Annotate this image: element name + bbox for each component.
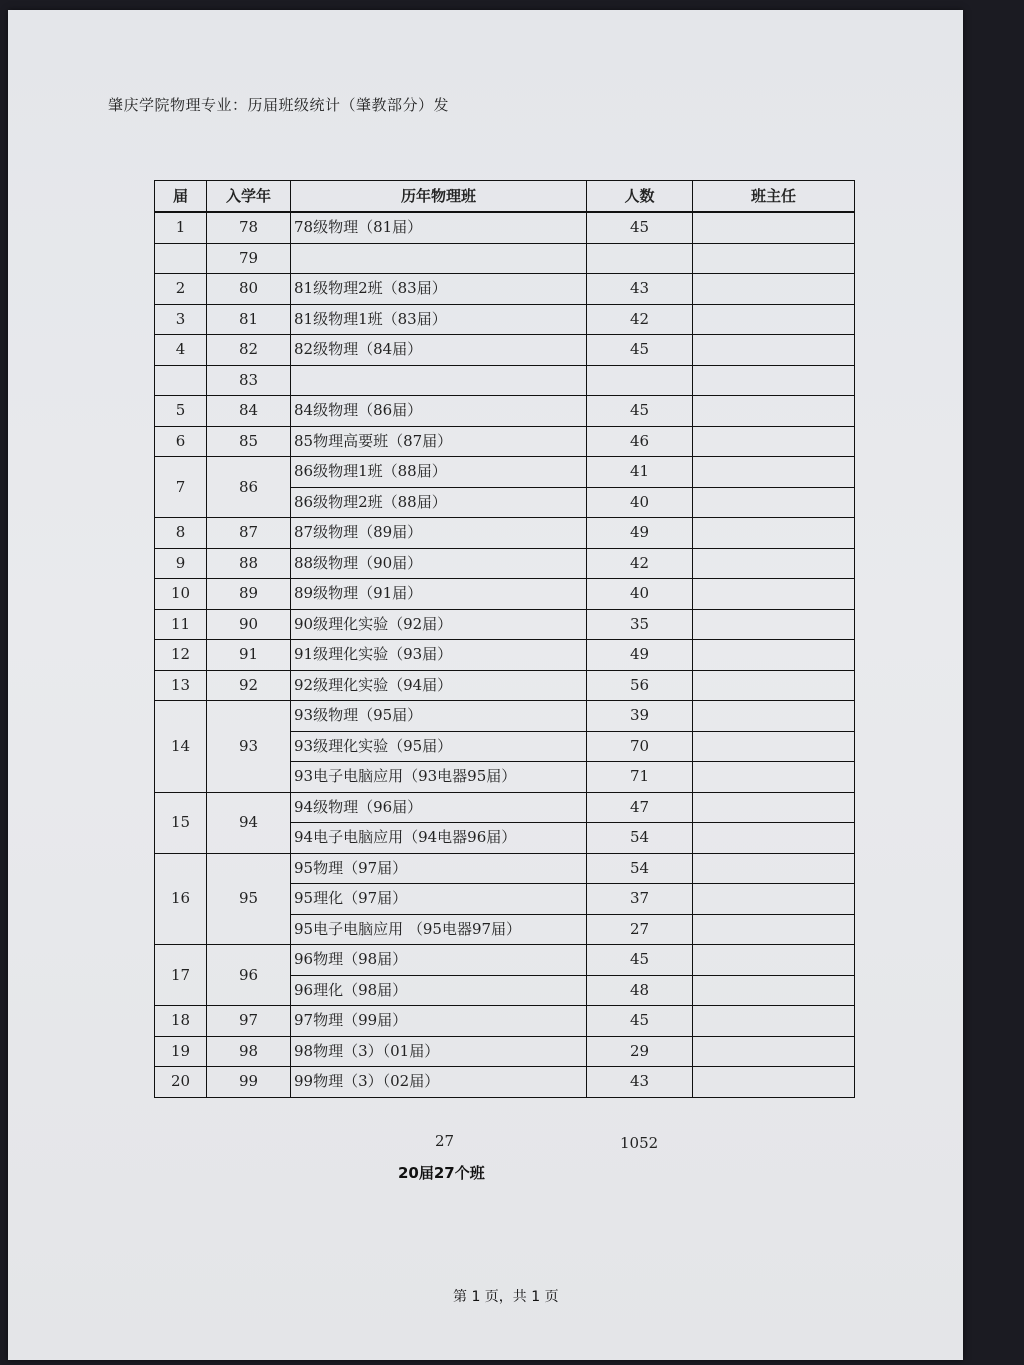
cell-enroll-year: 83 — [207, 365, 291, 396]
cell-enroll-year: 82 — [207, 335, 291, 366]
cell-student-count: 47 — [587, 792, 693, 823]
table-row — [155, 1067, 855, 1098]
cell-class-name: 86级物理2班（88届） — [291, 487, 587, 518]
cell-head-teacher — [693, 548, 855, 579]
cell-head-teacher — [693, 1036, 855, 1067]
cell-student-count: 42 — [587, 548, 693, 579]
table-row — [155, 243, 855, 274]
cell-enroll-year: 96 — [207, 945, 291, 1006]
cell-jie: 18 — [155, 1006, 207, 1037]
table-body — [155, 212, 855, 1097]
cell-jie: 9 — [155, 548, 207, 579]
cell-student-count: 27 — [587, 914, 693, 945]
cell-enroll-year: 98 — [207, 1036, 291, 1067]
table-row — [155, 579, 855, 610]
cell-student-count: 45 — [587, 1006, 693, 1037]
cell-class-name: 95物理（97届） — [291, 853, 587, 884]
cell-head-teacher — [693, 670, 855, 701]
cell-class-name — [291, 243, 587, 274]
cell-jie: 12 — [155, 640, 207, 671]
cell-enroll-year: 86 — [207, 457, 291, 518]
cell-student-count: 40 — [587, 579, 693, 610]
cell-enroll-year: 95 — [207, 853, 291, 945]
class-statistics-table — [154, 180, 855, 1098]
cell-class-name: 86级物理1班（88届） — [291, 457, 587, 488]
cell-head-teacher — [693, 457, 855, 488]
cell-student-count — [587, 243, 693, 274]
cell-class-name — [291, 365, 587, 396]
total-students: 1052 — [620, 1134, 659, 1152]
cell-class-name: 89级物理（91届） — [291, 579, 587, 610]
cell-student-count: 45 — [587, 335, 693, 366]
cell-class-name: 81级物理2班（83届） — [291, 274, 587, 305]
document-page — [8, 10, 963, 1360]
table-row — [155, 274, 855, 305]
cell-jie: 19 — [155, 1036, 207, 1067]
cell-student-count — [587, 365, 693, 396]
page-footer: 第 1 页，共 1 页 — [453, 1289, 559, 1305]
table-row — [155, 1036, 855, 1067]
cell-class-name: 84级物理（86届） — [291, 396, 587, 427]
column-header-jie: 届 — [155, 181, 207, 213]
cell-student-count: 56 — [587, 670, 693, 701]
cell-head-teacher — [693, 792, 855, 823]
cell-enroll-year: 89 — [207, 579, 291, 610]
cell-jie: 17 — [155, 945, 207, 1006]
cell-head-teacher — [693, 762, 855, 793]
cell-student-count: 49 — [587, 518, 693, 549]
cell-enroll-year: 92 — [207, 670, 291, 701]
cell-student-count: 70 — [587, 731, 693, 762]
cell-enroll-year: 81 — [207, 304, 291, 335]
table-row — [155, 1006, 855, 1037]
cell-jie: 13 — [155, 670, 207, 701]
cell-jie: 16 — [155, 853, 207, 945]
cell-head-teacher — [693, 975, 855, 1006]
cell-class-name: 92级理化实验（94届） — [291, 670, 587, 701]
cell-student-count: 37 — [587, 884, 693, 915]
table-row — [155, 670, 855, 701]
cell-class-name: 99物理（3）（02届） — [291, 1067, 587, 1098]
cell-class-name: 96理化（98届） — [291, 975, 587, 1006]
cell-enroll-year: 79 — [207, 243, 291, 274]
cell-head-teacher — [693, 823, 855, 854]
cell-enroll-year: 91 — [207, 640, 291, 671]
cell-head-teacher — [693, 335, 855, 366]
table-row — [155, 304, 855, 335]
cell-head-teacher — [693, 701, 855, 732]
summary-text: 20届27个班 — [398, 1164, 485, 1182]
cell-class-name: 93电子电脑应用（93电器95届） — [291, 762, 587, 793]
cell-enroll-year: 93 — [207, 701, 291, 793]
table-row — [155, 365, 855, 396]
cell-class-name: 91级理化实验（93届） — [291, 640, 587, 671]
cell-head-teacher — [693, 243, 855, 274]
cell-jie: 6 — [155, 426, 207, 457]
table-header-row — [155, 181, 855, 213]
cell-head-teacher — [693, 1006, 855, 1037]
cell-class-name: 81级物理1班（83届） — [291, 304, 587, 335]
table-row — [155, 701, 855, 732]
cell-student-count: 48 — [587, 975, 693, 1006]
cell-student-count: 45 — [587, 212, 693, 243]
cell-enroll-year: 94 — [207, 792, 291, 853]
cell-class-name: 94电子电脑应用（94电器96届） — [291, 823, 587, 854]
cell-jie: 20 — [155, 1067, 207, 1098]
cell-jie: 4 — [155, 335, 207, 366]
cell-head-teacher — [693, 1067, 855, 1098]
cell-head-teacher — [693, 396, 855, 427]
cell-jie: 1 — [155, 212, 207, 243]
table-row — [155, 609, 855, 640]
cell-class-name: 90级理化实验（92届） — [291, 609, 587, 640]
cell-enroll-year: 88 — [207, 548, 291, 579]
column-header-teacher: 班主任 — [693, 181, 855, 213]
table-row — [155, 853, 855, 884]
total-classes: 27 — [435, 1132, 455, 1150]
cell-jie: 14 — [155, 701, 207, 793]
cell-class-name: 94级物理（96届） — [291, 792, 587, 823]
cell-class-name: 97物理（99届） — [291, 1006, 587, 1037]
cell-class-name: 93级理化实验（95届） — [291, 731, 587, 762]
cell-head-teacher — [693, 945, 855, 976]
cell-class-name: 88级物理（90届） — [291, 548, 587, 579]
cell-student-count: 49 — [587, 640, 693, 671]
cell-class-name: 87级物理（89届） — [291, 518, 587, 549]
cell-head-teacher — [693, 518, 855, 549]
table-row — [155, 792, 855, 823]
cell-jie: 7 — [155, 457, 207, 518]
cell-class-name: 85物理高要班（87届） — [291, 426, 587, 457]
cell-head-teacher — [693, 212, 855, 243]
cell-jie: 3 — [155, 304, 207, 335]
table-row — [155, 396, 855, 427]
column-header-year: 入学年 — [207, 181, 291, 213]
table-row — [155, 518, 855, 549]
cell-class-name: 82级物理（84届） — [291, 335, 587, 366]
cell-jie: 15 — [155, 792, 207, 853]
cell-class-name: 95理化（97届） — [291, 884, 587, 915]
cell-class-name: 78级物理（81届） — [291, 212, 587, 243]
cell-enroll-year: 85 — [207, 426, 291, 457]
cell-student-count: 54 — [587, 823, 693, 854]
cell-student-count: 29 — [587, 1036, 693, 1067]
cell-head-teacher — [693, 731, 855, 762]
cell-student-count: 45 — [587, 396, 693, 427]
cell-head-teacher — [693, 579, 855, 610]
table-row — [155, 212, 855, 243]
cell-enroll-year: 80 — [207, 274, 291, 305]
document-header: 肇庆学院物理专业：历届班级统计（肇教部分）发 — [108, 96, 450, 114]
table-row — [155, 426, 855, 457]
column-header-class: 历年物理班 — [291, 181, 587, 213]
table-row — [155, 457, 855, 488]
cell-student-count: 54 — [587, 853, 693, 884]
cell-head-teacher — [693, 853, 855, 884]
cell-enroll-year: 99 — [207, 1067, 291, 1098]
cell-enroll-year: 87 — [207, 518, 291, 549]
cell-head-teacher — [693, 884, 855, 915]
cell-enroll-year: 90 — [207, 609, 291, 640]
cell-student-count: 41 — [587, 457, 693, 488]
cell-head-teacher — [693, 304, 855, 335]
cell-class-name: 93级物理（95届） — [291, 701, 587, 732]
cell-class-name: 95电子电脑应用 （95电器97届） — [291, 914, 587, 945]
cell-jie: 5 — [155, 396, 207, 427]
cell-head-teacher — [693, 914, 855, 945]
cell-enroll-year: 78 — [207, 212, 291, 243]
cell-class-name: 96物理（98届） — [291, 945, 587, 976]
cell-student-count: 43 — [587, 274, 693, 305]
cell-head-teacher — [693, 487, 855, 518]
cell-head-teacher — [693, 609, 855, 640]
cell-jie: 2 — [155, 274, 207, 305]
cell-student-count: 40 — [587, 487, 693, 518]
cell-student-count: 71 — [587, 762, 693, 793]
cell-student-count: 42 — [587, 304, 693, 335]
cell-student-count: 35 — [587, 609, 693, 640]
cell-student-count: 46 — [587, 426, 693, 457]
cell-head-teacher — [693, 274, 855, 305]
cell-jie: 11 — [155, 609, 207, 640]
cell-jie: 8 — [155, 518, 207, 549]
cell-student-count: 45 — [587, 945, 693, 976]
cell-jie: 10 — [155, 579, 207, 610]
cell-enroll-year: 97 — [207, 1006, 291, 1037]
table-row — [155, 548, 855, 579]
cell-head-teacher — [693, 426, 855, 457]
cell-student-count: 43 — [587, 1067, 693, 1098]
cell-jie — [155, 243, 207, 274]
cell-student-count: 39 — [587, 701, 693, 732]
cell-jie — [155, 365, 207, 396]
table-row — [155, 335, 855, 366]
table-row — [155, 640, 855, 671]
cell-enroll-year: 84 — [207, 396, 291, 427]
cell-head-teacher — [693, 640, 855, 671]
column-header-count: 人数 — [587, 181, 693, 213]
cell-head-teacher — [693, 365, 855, 396]
cell-class-name: 98物理（3）（01届） — [291, 1036, 587, 1067]
table-row — [155, 945, 855, 976]
